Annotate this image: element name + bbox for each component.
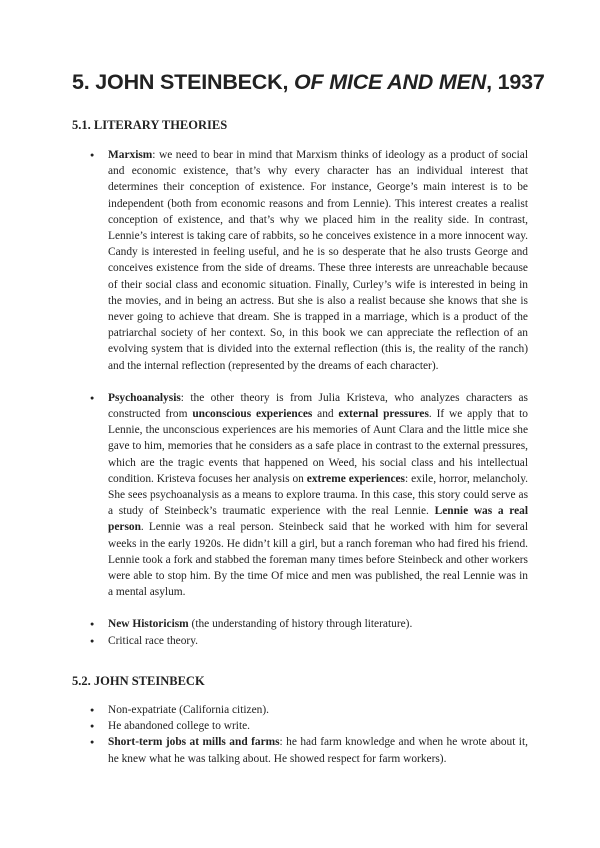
term-psychoanalysis: Psychoanalysis: [108, 391, 181, 404]
psycho-text-3: . If we apply that to Lennie, the unconscious experiences are his memories of Aunt Clara and the little mice she gave to him, memories that he considers as a safe place in contrast to the external pressures, which are the tragic events that happened on Weed, his social class and his intellectual condition. Kristeva focuses her analysis on: [108, 408, 528, 485]
list-item-marxism: [90, 147, 528, 374]
psycho-bold-3: extreme experiences: [306, 472, 405, 485]
list-item-new-historicism: [90, 616, 528, 632]
section-heading-john-steinbeck: 5.2. JOHN STEINBECK: [72, 674, 205, 688]
list-item-non-expatriate: ● Non-expatriate (California citizen).: [90, 702, 528, 718]
term-marxism: Marxism: [108, 149, 153, 161]
john-steinbeck-list: [90, 702, 528, 767]
psycho-text-2: and: [312, 408, 339, 421]
title-year: , 1937: [486, 70, 545, 94]
section-heading-literary-theories: 5.1. LITERARY THEORIES: [72, 118, 228, 132]
title-prefix: 5. JOHN STEINBECK,: [72, 70, 294, 94]
list-item-critical-race-theory: ● Critical race theory.: [90, 633, 528, 649]
psycho-text-1: : the other theory is from Julia Kristeva, who analyzes characters as constructed from: [108, 391, 528, 421]
page-title: [72, 70, 545, 95]
marxism-text: : we need to bear in mind that Marxism thinks of ideology as a product of social and economic existence, that’s why every character has an individual interest that determines their conception of existence. For instance, George’s main interest is to be independent (both from economic reasons and from Lennie). This interest creates a realist conception of existence, and that’s why we placed him in the reality side. In contrast, Lennie’s interest is taking care of rabbits, so he conceives existence in a more innocent way. Candy is interested in feeling useful, and he is so desperate that he also trusts George and conceives existence from the side of dreams. These three interests are unreachable because of their social class and economic situation. Finally, Curley’s wife is interested in being in the movies, and in being an actress. But she is also a realist because she knows that she is never going to achieve that dream. She is trapped in a marriage, which is a product of the patriarchal society of her context. So, in this book we can appreciate the reflection of an evolving system that is divided into the external reflection (this is, the reality of the ranch) and the internal reflection (represented by the dreams of each character).: [108, 149, 528, 372]
psycho-bold-1: unconscious experiences: [192, 408, 313, 421]
psycho-bold-4: Lennie was a real person: [108, 505, 528, 534]
short-term-jobs-text: : he had farm knowledge and when he wrote about it, he knew what he was talking about. He showed respect for farm workers).: [108, 736, 528, 765]
historicism-text: (the understanding of history through literature).: [188, 618, 413, 631]
psycho-bold-2: external pressures: [338, 408, 429, 421]
term-short-term-jobs: Short-term jobs at mills and farms: [108, 736, 280, 749]
list-item-short-term-jobs: [90, 734, 528, 766]
psycho-text-4: : exile, horror, melancholy. She sees psychoanalysis as a means to explore trauma. In this case, this story could serve as a study of Steinbeck’s traumatic experience with the real Lennie.: [108, 472, 529, 518]
literary-theories-list: [90, 147, 528, 649]
title-book-name: OF MICE AND MEN: [294, 70, 487, 94]
term-new-historicism: New Historicism: [108, 618, 189, 631]
list-item-psychoanalysis: [90, 390, 528, 601]
list-item-abandoned-college: ● He abandoned college to write.: [90, 718, 528, 734]
psycho-text-5: . Lennie was a real person. Steinbeck said that he worked with him for several weeks in the early 1920s. He didn’t kill a girl, but a ranch foreman who had fired his friend. Lennie took a fork and stabbed the foreman many times before Steinbeck and other workers were able to stop him. By the time Of mice and men was published, the real Lennie was in a mental asylum.: [108, 521, 528, 599]
